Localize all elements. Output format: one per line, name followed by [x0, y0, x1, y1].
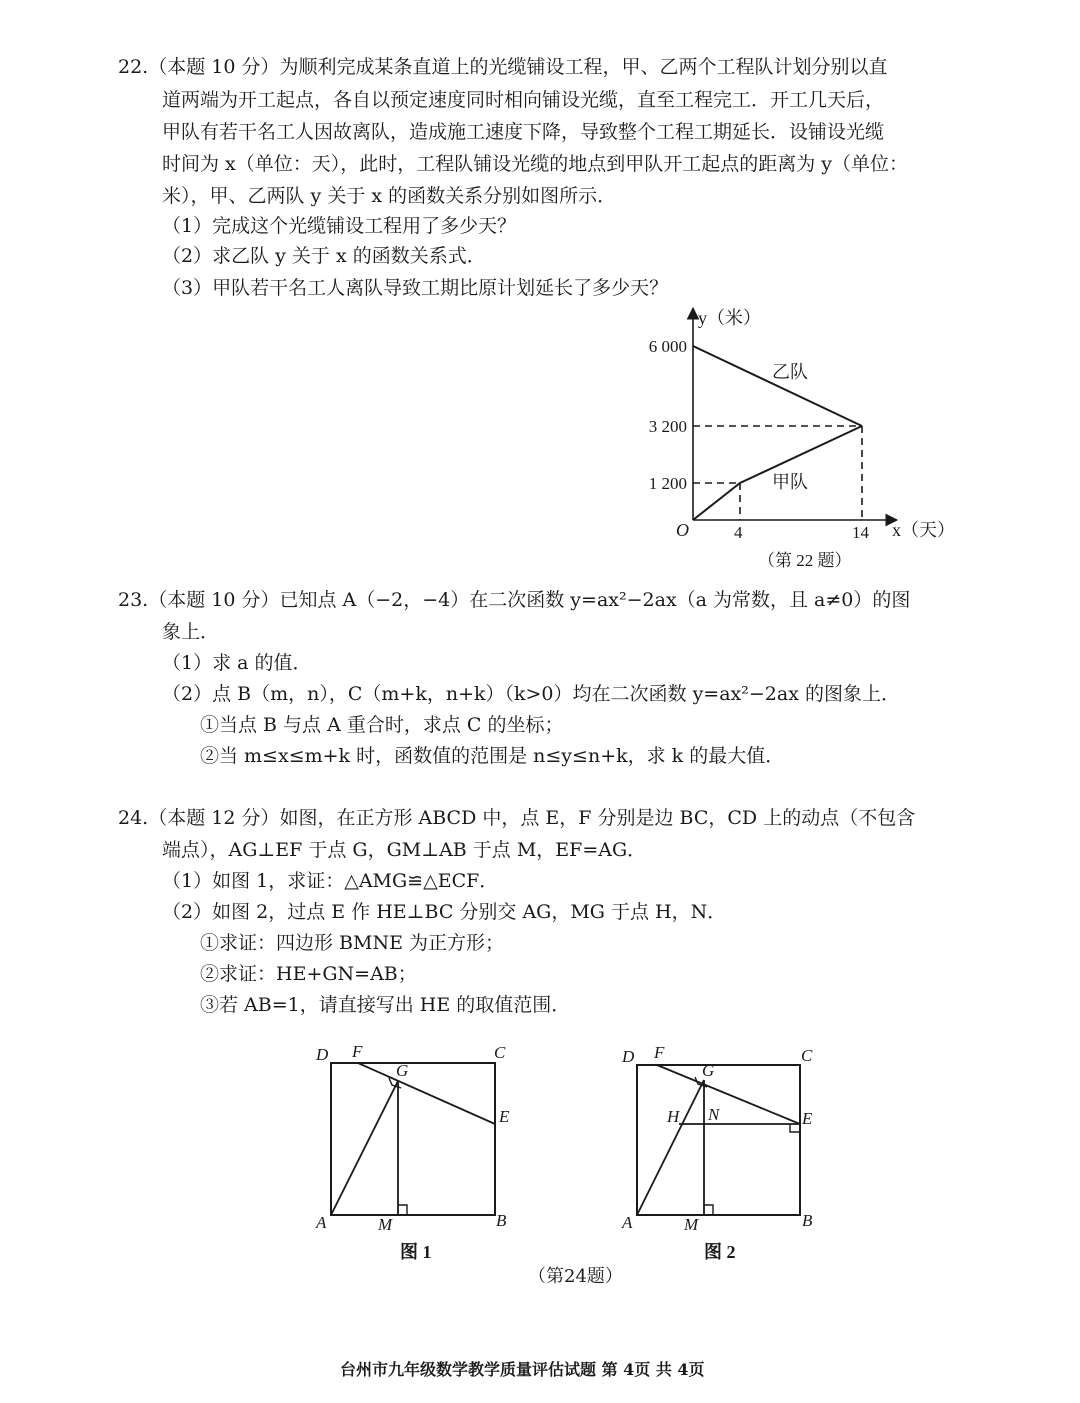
- fig1-label-E: E: [499, 1107, 510, 1126]
- fig2-label-M: M: [684, 1215, 699, 1234]
- fig2-AG: [637, 1080, 704, 1215]
- q22-part-1: （1）完成这个光缆铺设工程用了多少天？: [162, 215, 517, 237]
- q22-graph: [630, 300, 970, 580]
- fig2-square: [637, 1065, 800, 1215]
- q24-caption: （第24题）: [528, 1266, 623, 1287]
- fig1-label-A: A: [316, 1213, 327, 1232]
- q22-line-2: 道两端为开工起点，各自以预定速度同时相向铺设光缆，直至工程完工．开工几天后，: [162, 89, 885, 111]
- fig1-label-B: B: [496, 1211, 507, 1230]
- tick-3200: 3 200: [648, 417, 687, 436]
- q24-part-2-2: ②求证：HE+GN=AB；: [200, 963, 417, 985]
- q23-line-2: 象上．: [162, 621, 220, 643]
- fig2-label-B: B: [802, 1211, 813, 1230]
- tick-4: 4: [734, 523, 743, 542]
- fig1-label-C: C: [494, 1043, 506, 1062]
- q22-line-1: 22.（本题 10 分）为顺利完成某条直道上的光缆铺设工程，甲、乙两个工程队计划分别以直: [118, 56, 888, 78]
- fig2-label-D: D: [622, 1047, 635, 1066]
- fig1-EF: [358, 1063, 495, 1124]
- fig2-label-N: N: [708, 1105, 720, 1124]
- q22-part-3: （3）甲队若干名工人离队导致工期比原计划延长了多少天？: [162, 277, 669, 299]
- fig1-label-F: F: [352, 1042, 363, 1061]
- fig2-label-E: E: [802, 1109, 813, 1128]
- q23-part-1: （1）求 a 的值．: [162, 652, 312, 674]
- fig1-right-angle-M: [398, 1205, 407, 1215]
- page-footer: 台州市九年级数学教学质量评估试题 第 4页 共 4页: [340, 1360, 705, 1379]
- fig1-label-G: G: [396, 1061, 409, 1080]
- fig2-label-H: H: [667, 1107, 680, 1126]
- series-yi-line: [693, 346, 862, 426]
- fig1-caption: 图 1: [400, 1242, 432, 1262]
- fig1-label-M: M: [378, 1215, 393, 1234]
- fig1-AG: [331, 1081, 398, 1215]
- origin-label: O: [676, 520, 689, 540]
- q24-part-2-1: ①求证：四边形 BMNE 为正方形；: [200, 932, 504, 954]
- tick-6000: 6 000: [648, 337, 687, 356]
- series-jia-label: 甲队: [772, 472, 808, 492]
- q24-part-2: （2）如图 2，过点 E 作 HE⊥BC 分别交 AG，MG 于点 H，N．: [162, 901, 727, 923]
- fig2-label-A: A: [622, 1213, 633, 1232]
- q23-part-2-1: ①当点 B 与点 A 重合时，求点 C 的坐标；: [200, 714, 564, 736]
- x-axis-label: x（天）: [892, 520, 955, 540]
- q23-line-1: 23.（本题 10 分）已知点 A（−2，−4）在二次函数 y=ax²−2ax（a 为常数，且 a≠0）的图: [118, 589, 911, 611]
- fig2-label-F: F: [654, 1043, 665, 1062]
- q24-line-1: 24.（本题 12 分）如图，在正方形 ABCD 中，点 E，F 分别是边 BC，CD 上的动点（不包含: [118, 807, 916, 829]
- y-axis-label: y（米）: [698, 308, 761, 328]
- q24-part-2-3: ③若 AB=1，请直接写出 HE 的取值范围．: [200, 994, 571, 1016]
- fig2-label-C: C: [801, 1046, 813, 1065]
- q22-line-5: 米），甲、乙两队 y 关于 x 的函数关系分别如图所示．: [162, 185, 617, 207]
- tick-1200: 1 200: [648, 474, 687, 493]
- series-yi-label: 乙队: [772, 362, 808, 382]
- fig2-label-G: G: [702, 1061, 715, 1080]
- fig2-right-angle-E: [790, 1124, 800, 1132]
- q23-part-2: （2）点 B（m，n），C（m+k，n+k）（k>0）均在二次函数 y=ax²−2ax 的图象上．: [162, 683, 900, 705]
- fig2-right-angle-M: [704, 1205, 713, 1215]
- fig2-caption: 图 2: [704, 1242, 736, 1262]
- q24-line-2: 端点），AG⊥EF 于点 G，GM⊥AB 于点 M，EF=AG．: [162, 839, 647, 861]
- fig1-square: [331, 1063, 495, 1215]
- q24-figure-2: [612, 1038, 827, 1270]
- tick-14: 14: [852, 523, 869, 542]
- q22-part-2: （2）求乙队 y 关于 x 的函数关系式．: [162, 245, 486, 267]
- fig1-label-D: D: [316, 1045, 329, 1064]
- q24-part-1: （1）如图 1，求证：△AMG≌△ECF．: [162, 870, 499, 892]
- q24-figure-1: [308, 1038, 523, 1270]
- q22-line-3: 甲队有若干名工人因故离队，造成施工速度下降，导致整个工程工期延长．设铺设光缆: [162, 121, 885, 143]
- q23-part-2-2: ②当 m≤x≤m+k 时，函数值的范围是 n≤y≤n+k，求 k 的最大值．: [200, 745, 785, 767]
- q22-caption: （第 22 题）: [758, 551, 852, 570]
- q22-line-4: 时间为 x（单位：天），此时，工程队铺设光缆的地点到甲队开工起点的距离为 y（单位：: [162, 153, 909, 175]
